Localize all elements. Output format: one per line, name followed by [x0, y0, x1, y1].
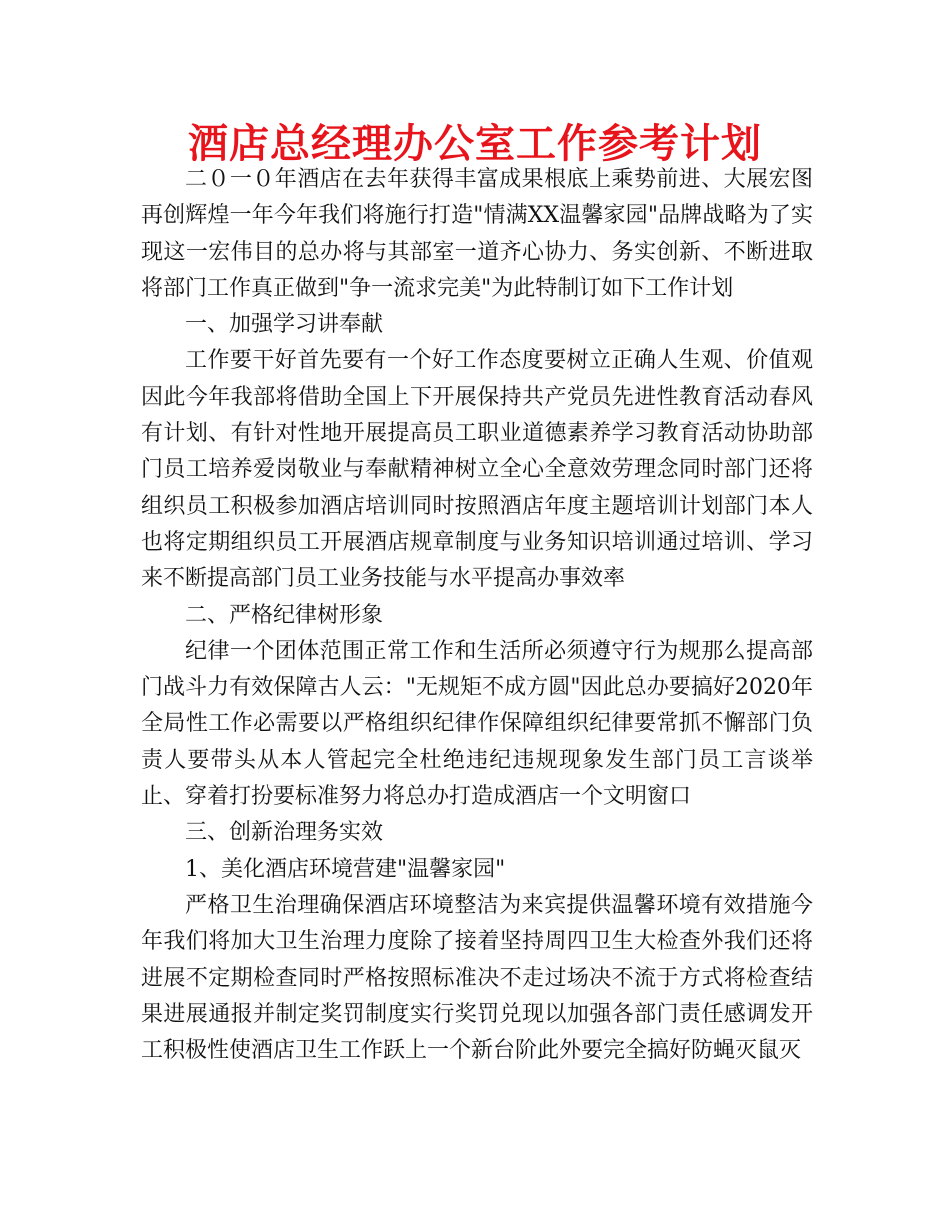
subheading-3-1: 1、美化酒店环境营建"温馨家园" [185, 856, 506, 882]
document-body [141, 162, 813, 1069]
document-title: 酒店总经理办公室工作参考计划 [188, 121, 762, 167]
paragraph-section-1: 工作要干好首先要有一个好工作态度要树立正确人生观、价值观因此今年我部将借助全国上下开展保持共产党员先进性教育活动春风有计划、有针对性地开展提高员工职业道德素养学习教育活动协助部门员工培养爱岗敬业与奉献精神树立全心全意效劳理念同时部门还将组织员工积极参加酒店培训同时按照酒店年度主题培训计划部门本人也将定期组织员工开展酒店规章制度与业务知识培训通过培训、学习来不断提高部门员工业务技能与水平提高办事效率 [141, 348, 813, 592]
paragraph-section-3-1: 严格卫生治理确保酒店环境整洁为来宾提供温馨环境有效措施今年我们将加大卫生治理力度除了接着坚持周四卫生大检查外我们还将进展不定期检查同时严格按照标准决不走过场决不流于方式将检查结果进展通报并制定奖罚制度实行奖罚兑现以加强各部门责任感调发开工积极性使酒店卫生工作跃上一个新台阶此外要完全搞好防蝇灭鼠灭 [141, 892, 813, 1064]
paragraph-section-2: 纪律一个团体范围正常工作和生活所必须遵守行为规那么提高部门战斗力有效保障古人云："无规矩不成方圆"因此总办要搞好2020年全局性工作必需要以严格组织纪律作保障组织纪律要常抓不懈部门负责人要带头从本人管起完全杜绝违纪违规现象发生部门员工言谈举止、穿着打扮要标准努力将总办打造成酒店一个文明窗口 [141, 638, 813, 810]
heading-section-2: 二、严格纪律树形象 [185, 602, 384, 628]
heading-section-1: 一、加强学习讲奉献 [185, 312, 384, 338]
paragraph-intro: 二０一０年酒店在去年获得丰富成果根底上乘势前进、大展宏图再创辉煌一年今年我们将施行打造"情满XX温馨家园"品牌战略为了实现这一宏伟目的总办将与其部室一道齐心协力、务实创新、不断进取将部门工作真正做到"争一流求完美"为此特制订如下工作计划 [141, 167, 813, 301]
heading-section-3: 三、创新治理务实效 [185, 820, 384, 846]
